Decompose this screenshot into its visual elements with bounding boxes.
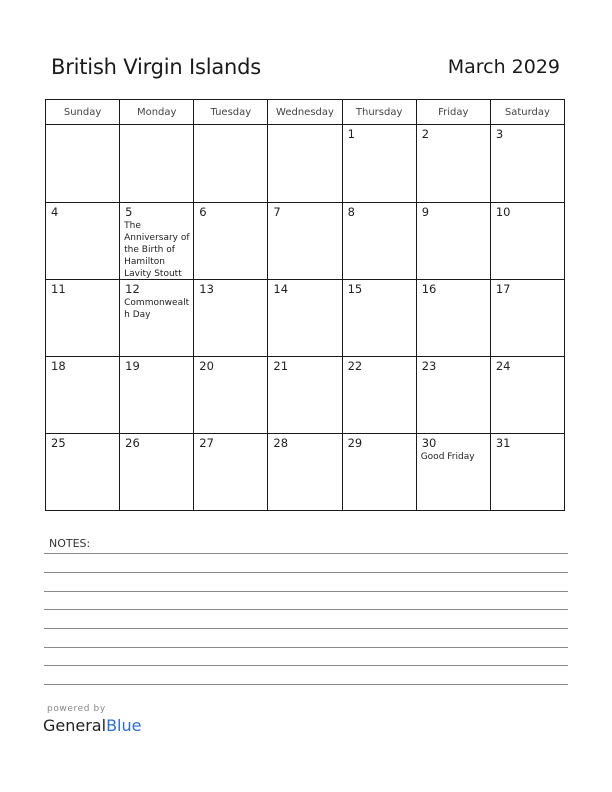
day-cell: [490, 280, 564, 357]
notes-line: [44, 609, 568, 610]
day-cell: [342, 280, 416, 357]
week-row: [46, 203, 565, 280]
day-cell: [194, 125, 268, 203]
notes-line: [44, 665, 568, 666]
day-number: 19: [125, 359, 140, 373]
day-cell: [342, 203, 416, 280]
day-cell: [416, 203, 490, 280]
day-cell: [490, 203, 564, 280]
day-cell: [342, 357, 416, 434]
day-number: 31: [495, 436, 511, 450]
day-number: 7: [273, 205, 281, 219]
week-row: [46, 280, 565, 357]
day-number: 29: [347, 436, 363, 450]
day-cell: [46, 125, 120, 203]
brand-name-part1: General: [43, 716, 107, 735]
day-cell: [268, 203, 342, 280]
notes-line: [44, 628, 568, 629]
day-cell: [416, 280, 490, 357]
brand-name-part2: Blue: [106, 716, 142, 735]
day-cell: [342, 434, 416, 511]
day-cell: [46, 434, 120, 511]
day-number: 15: [347, 282, 363, 296]
weekday-wednesday: Wednesday: [268, 100, 342, 125]
notes-line: [44, 684, 568, 685]
notes-line: [44, 591, 568, 592]
calendar-month-title: March 2029: [447, 56, 560, 78]
notes-line: [44, 572, 568, 573]
calendar-grid: [45, 99, 565, 511]
day-number: 26: [125, 436, 140, 450]
day-cell: [120, 357, 194, 434]
day-number: 10: [495, 205, 511, 219]
day-number: 6: [199, 205, 207, 219]
day-cell: [416, 125, 490, 203]
weekday-tuesday: Tuesday: [194, 100, 268, 125]
day-number: 1: [347, 127, 355, 141]
day-cell: [120, 280, 194, 357]
day-number: 28: [273, 436, 289, 450]
holiday-label: Commonwealth Day: [124, 298, 190, 320]
week-row: [46, 357, 565, 434]
day-cell: [194, 203, 268, 280]
day-number: 23: [421, 359, 437, 373]
day-number: 30: [421, 436, 437, 450]
weekday-saturday: Saturday: [490, 100, 564, 125]
notes-label: NOTES:: [49, 537, 91, 550]
day-cell: [46, 357, 120, 434]
powered-by-text: powered by: [47, 704, 106, 714]
day-number: 18: [51, 359, 66, 373]
day-number: 8: [347, 205, 355, 219]
weekday-monday: Monday: [120, 100, 194, 125]
day-number: 25: [51, 436, 66, 450]
weekday-sunday: Sunday: [46, 100, 120, 125]
day-cell: [490, 125, 564, 203]
day-cell: [268, 434, 342, 511]
brand-logo: [43, 716, 141, 735]
day-cell: [120, 125, 194, 203]
day-cell: [416, 434, 490, 511]
calendar-country-title: British Virgin Islands: [51, 55, 262, 79]
day-cell: [46, 203, 120, 280]
day-number: 5: [125, 205, 133, 219]
day-number: 4: [51, 205, 59, 219]
day-number: 20: [199, 359, 214, 373]
day-number: 13: [199, 282, 214, 296]
day-cell: [120, 203, 194, 280]
day-cell: [120, 434, 194, 511]
notes-line: [44, 553, 568, 554]
weekday-friday: Friday: [416, 100, 490, 125]
weekday-header-row: [46, 100, 565, 125]
day-number: 9: [421, 205, 430, 219]
day-cell: [342, 125, 416, 203]
holiday-label: The Anniversary of the Birth of Hamilton Lavity Stoutt: [124, 221, 190, 279]
day-number: 3: [495, 127, 504, 141]
week-row: [46, 434, 565, 511]
weekday-thursday: Thursday: [342, 100, 416, 125]
week-row: [46, 125, 565, 203]
day-cell: [46, 280, 120, 357]
day-number: 2: [421, 127, 430, 141]
day-number: 21: [273, 359, 289, 373]
day-cell: [194, 357, 268, 434]
notes-line: [44, 647, 568, 648]
day-cell: [490, 434, 564, 511]
day-number: 16: [421, 282, 437, 296]
day-cell: [268, 125, 342, 203]
day-cell: [194, 434, 268, 511]
day-cell: [194, 280, 268, 357]
day-cell: [268, 280, 342, 357]
day-number: 12: [125, 282, 140, 296]
holiday-label: Good Friday: [420, 452, 475, 462]
day-number: 17: [495, 282, 511, 296]
day-number: 22: [347, 359, 363, 373]
day-number: 14: [273, 282, 289, 296]
day-number: 27: [199, 436, 214, 450]
day-cell: [490, 357, 564, 434]
day-number: 11: [51, 282, 66, 296]
day-number: 24: [495, 359, 511, 373]
day-cell: [268, 357, 342, 434]
day-cell: [416, 357, 490, 434]
